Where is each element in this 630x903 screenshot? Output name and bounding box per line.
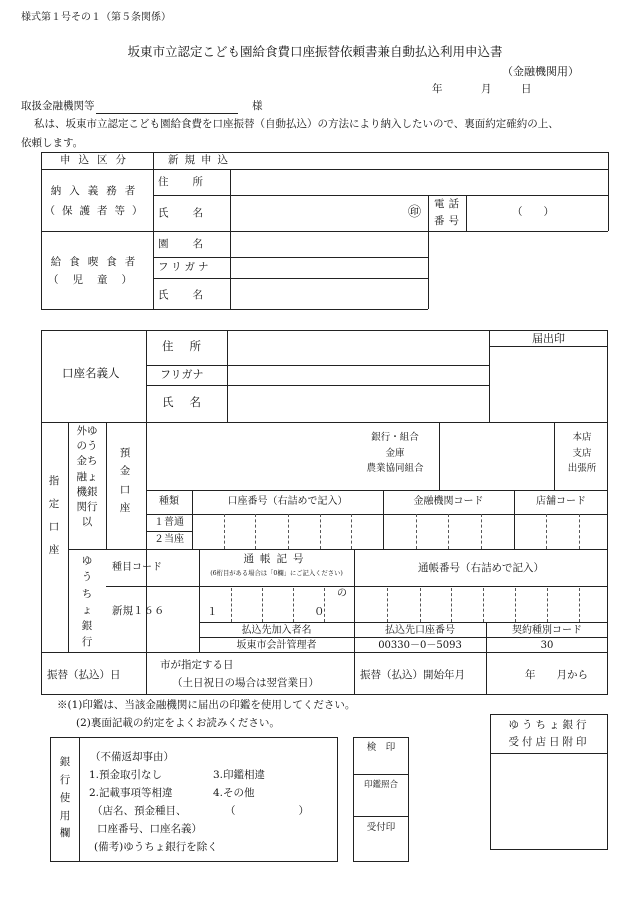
holder-label: 口座名義人 xyxy=(62,366,120,380)
reason-2-detail: （店名、預金種目、 xyxy=(92,805,187,817)
designated-account-label: 指 定 口 座 xyxy=(48,475,60,557)
phone-label: 電話 xyxy=(434,198,463,210)
yucho-receipt-box xyxy=(490,714,608,850)
transfer-day-value: 市が指定する日 xyxy=(160,659,234,671)
transfer-day-label: 振替（払込）日 xyxy=(47,669,121,681)
registered-seal-label: 届出印 xyxy=(532,332,565,345)
branch-type-options: 本店 支店 出張所 xyxy=(567,432,597,475)
app-type-label: 申込区分 xyxy=(60,154,134,166)
child-name-label: 氏名 xyxy=(158,289,227,301)
school-name-label: 園名 xyxy=(158,238,227,250)
payee-name-label: 払込先加入者名 xyxy=(241,625,312,636)
start-month-label: 振替（払込）開始年月 xyxy=(360,669,465,681)
bank-type-options: 銀行・組合 金庫 農業協同組合 xyxy=(366,432,424,475)
bank-name-input[interactable] xyxy=(148,424,348,488)
reason-4-detail: （ ） xyxy=(225,805,309,817)
reason-2[interactable]: 2.記載事項等相違 xyxy=(89,787,173,799)
form-id: 様式第１号その１（第５条関係） xyxy=(21,12,171,23)
passbook-symbol-note: (6桁目がある場合は「0欄」にご記入ください) xyxy=(210,570,343,577)
item-code-value: 新規１６６ xyxy=(112,605,165,617)
intro-line-1: 私は、坂東市立認定こども園給食費を口座振替（自動払込）の方法により納入したいので、裏面約定確約の上、 xyxy=(34,118,559,130)
payer-label-sub: （保護者等） xyxy=(44,205,150,217)
holder-name-label: 氏名 xyxy=(162,395,217,409)
non-yucho-label: 外ゆ のう 金ち 融ょ 機銀 関行 以 xyxy=(76,425,98,529)
holder-furigana-label: フリガナ xyxy=(160,368,204,381)
payer-name-input[interactable] xyxy=(232,197,402,229)
intro-line-2: 依頼します。 xyxy=(21,137,84,149)
deposit-account-label: 預 金 口 座 xyxy=(119,447,131,515)
branch-code-label: 店舗コード xyxy=(536,496,586,507)
phone-input[interactable] xyxy=(468,197,606,229)
holder-address-label: 住所 xyxy=(162,339,217,353)
start-month-value: 年 月から xyxy=(525,669,588,681)
return-reason-heading: （不備返却事由） xyxy=(90,751,174,763)
payer-name-label: 氏名 xyxy=(158,207,227,219)
date-year: 年 xyxy=(432,83,443,95)
payee-acct-value: 00330－0－5093 xyxy=(378,640,462,651)
child-furigana-input[interactable] xyxy=(232,259,426,276)
child-label-sub: （児童） xyxy=(48,274,146,286)
child-name-input[interactable] xyxy=(232,280,426,307)
bank-code-label: 金融機関コード xyxy=(413,496,484,507)
holder-furigana-input[interactable] xyxy=(229,367,487,384)
no-mark: の xyxy=(337,588,347,599)
phone-paren: （ ） xyxy=(512,206,554,218)
child-furigana-label: フリガナ xyxy=(158,261,212,273)
addressee-suffix: 様 xyxy=(252,100,263,112)
school-name-input[interactable] xyxy=(232,233,426,255)
bank-use-remark: (備考)ゆうちょ銀行を除く xyxy=(94,841,218,853)
bank-use-label: 銀 行 使 用 欄 xyxy=(59,756,71,840)
symbol-first-digit: １ xyxy=(207,606,218,618)
note-1: ※(1)印鑑は、当該金融機関に届出の印鑑を使用してください。 xyxy=(57,699,356,711)
kind-label: 種類 xyxy=(159,496,179,507)
yucho-label: ゆ う ち ょ 銀 行 xyxy=(81,555,93,649)
page-title: 坂東市立認定こども園給食費口座振替依頼書兼自動払込利用申込書 xyxy=(127,44,503,59)
contract-code-value: 30 xyxy=(540,640,554,651)
page-subtitle: （金融機関用） xyxy=(502,65,579,78)
note-2: (2)裏面記載の約定をよくお読みください。 xyxy=(76,717,280,729)
phone-label-sub: 番号 xyxy=(434,215,463,227)
kind-ordinary-option[interactable]: １普通 xyxy=(154,517,184,528)
holder-name-input[interactable] xyxy=(229,387,487,420)
payer-address-input[interactable] xyxy=(232,171,606,193)
payer-label: 納入義務者 xyxy=(50,185,144,197)
registered-seal-box[interactable] xyxy=(491,348,606,420)
reason-3[interactable]: 3.印鑑相違 xyxy=(213,769,266,781)
item-code-label: 種目コード xyxy=(112,562,162,573)
kind-current-option[interactable]: ２当座 xyxy=(154,534,184,545)
date-day: 日 xyxy=(521,83,532,95)
inspect-stamp-label: 検 印 xyxy=(366,742,396,753)
holder-address-input[interactable] xyxy=(229,332,487,363)
addressee-label: 取扱金融機関等 xyxy=(21,100,95,112)
contract-code-label: 契約種別コード xyxy=(512,625,582,636)
passbook-number-label: 通帳番号（右詰めで記入） xyxy=(418,562,544,574)
symbol-last-digit: ０ xyxy=(314,606,325,618)
passbook-number-input[interactable] xyxy=(356,588,606,621)
transfer-day-value-sub: （土日祝日の場合は翌営業日） xyxy=(172,677,319,689)
yucho-receipt-line-1: ゆうちょ銀行 xyxy=(508,719,590,731)
received-stamp-label: 受付印 xyxy=(366,822,396,833)
app-type-value: 新規申込 xyxy=(168,154,234,166)
date-month: 月 xyxy=(481,83,492,95)
payee-name-value: 坂東市会計管理者 xyxy=(236,640,317,651)
payee-acct-label: 払込先口座番号 xyxy=(385,625,455,636)
seal-mark-icon: ㊞ xyxy=(408,205,422,220)
payer-address-label: 住所 xyxy=(158,176,227,188)
yucho-receipt-line-2: 受付店日附印 xyxy=(508,736,590,748)
passbook-symbol-label: 通帳記号 xyxy=(243,553,310,565)
acct-no-label: 口座番号（右詰めで記入） xyxy=(227,496,348,507)
branch-name-input[interactable] xyxy=(441,424,552,488)
child-label: 給食喫食者 xyxy=(50,256,144,268)
reason-4[interactable]: 4.その他 xyxy=(213,787,255,799)
addressee-field[interactable] xyxy=(96,113,238,114)
seal-check-label: 印鑑照合 xyxy=(363,780,398,790)
reason-2-detail-2: 口座番号、口座名義） xyxy=(97,823,202,835)
stamp-column xyxy=(353,737,409,862)
reason-1[interactable]: 1.預金取引なし xyxy=(89,769,163,781)
